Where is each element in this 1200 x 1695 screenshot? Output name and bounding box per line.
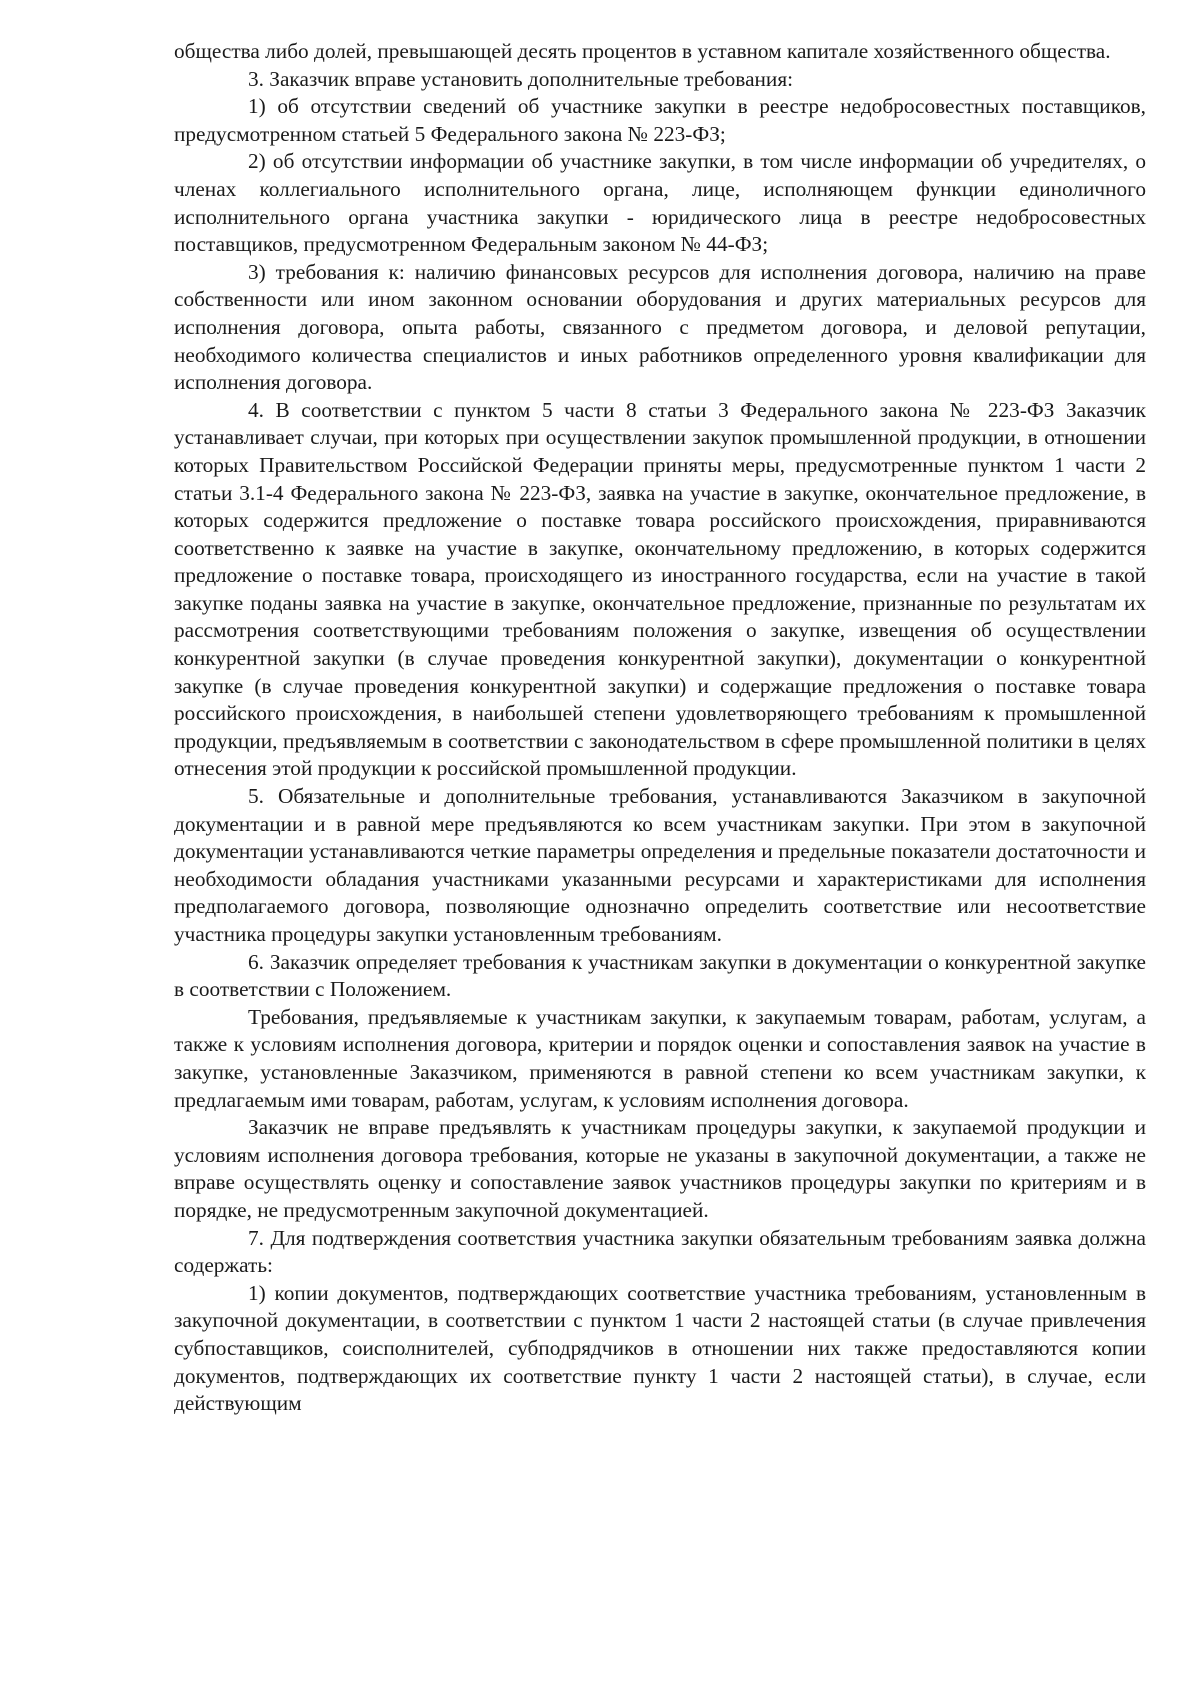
paragraph-item-3-2: 2) об отсутствии информации об участнике закупки, в том числе информации об учредителях, о членах коллегиального исполнительного органа, лице, исполняющем функции единоличного исполнительного органа участника закупки - юридического лица в реестре недобросовестных поставщиков, предусмотренном Федеральным законом № 44-ФЗ;	[174, 149, 1146, 257]
paragraph-item-7: 7. Для подтверждения соответствия участника закупки обязательным требованиям заявка должна содержать:	[174, 1225, 1146, 1278]
paragraph-item-3: 3. Заказчик вправе установить дополнительные требования:	[248, 66, 794, 91]
paragraph-item-6-restriction: Заказчик не вправе предъявлять к участникам процедуры закупки, к закупаемой продукции и условиям исполнения договора требования, которые не указаны в закупочной документации, а также не вправе осуществлять оценку и сопоставление заявок участников процедуры закупки по критериям и в порядке, не предусмотренным закупочной документацией.	[174, 1115, 1146, 1222]
paragraph-item-3-1: 1) об отсутствии сведений об участнике закупки в реестре недобросовестных поставщиков, предусмотренном статьей 5 Федерального закона № 223-ФЗ;	[174, 94, 1146, 146]
paragraph-item-6-requirements: Требования, предъявляемые к участникам закупки, к закупаемым товарам, работам, услугам, а также к условиям исполнения договора, критерии и порядок оценки и сопоставления заявок на участие в закупке, установленные Заказчиком, применяются в равной степени ко всем участникам закупки, к предлагаемым ими товарам, работам, услугам, к условиям исполнения договора.	[174, 1004, 1146, 1112]
paragraph-item-6: 6. Заказчик определяет требования к участникам закупки в документации о конкурентной закупке в соответствии с Положением.	[174, 949, 1146, 1002]
paragraph-item-3-3: 3) требования к: наличию финансовых ресурсов для исполнения договора, наличию на праве собственности или ином законном основании оборудования и других материальных ресурсов для исполнения договора, опыта работы, связанного с предметом договора, и деловой репутации, необходимого количества специалистов и иных работников определенного уровня квалификации для исполнения договора.	[174, 259, 1146, 395]
paragraph-item-7-1: 1) копии документов, подтверждающих соответствие участника требованиям, установленным в закупочной документации, в соответствии с пунктом 1 части 2 настоящей статьи (в случае привлечения субпоставщиков, соисполнителей, субподрядчиков в отношении них также предоставляются копии документов, подтверждающих их соответствие пункту 1 части 2 настоящей статьи), в случае, если действующим	[174, 1280, 1146, 1416]
document-page	[174, 38, 1146, 1678]
paragraph-item-5: 5. Обязательные и дополнительные требования, устанавливаются Заказчиком в закупочной документации и в равной мере предъявляются ко всем участникам закупки. При этом в закупочной документации устанавливаются четкие параметры определения и предельные показатели достаточности и необходимости обладания участниками указанными ресурсами и характеристиками для исполнения предполагаемого договора, позволяющие однозначно определить соответствие или несоответствие участника процедуры закупки установленным требованиям.	[174, 784, 1146, 946]
paragraph-continuation: общества либо долей, превышающей десять процентов в уставном капитале хозяйственного общества.	[174, 39, 1111, 63]
paragraph-item-4: 4. В соответствии с пунктом 5 части 8 статьи 3 Федерального закона № 223-ФЗ Заказчик устанавливает случаи, при которых при осуществлении закупок промышленной продукции, в отношении которых Правительством Российской Федерации приняты меры, предусмотренные пунктом 1 части 2 статьи 3.1-4 Федерального закона № 223-ФЗ, заявка на участие в закупке, окончательное предложение, в которых содержится предложение о поставке товара российского происхождения, приравниваются соответственно к заявке на участие в закупке, окончательному предложению, в которых содержится предложение о поставке товара, происходящего из иностранного государства, если на участие в такой закупке поданы заявка на участие в закупке, окончательное предложение, признанные по результатам их рассмотрения соответствующими требованиям положения о закупке, извещения об осуществлении конкурентной закупки (в случае проведения конкурентной закупки), документации о конкурентной закупке (в случае проведения конкурентной закупки) и содержащие предложения о поставке товара российского происхождения, в наибольшей степени удовлетворяющего требованиям к промышленной продукции, предъявляемым в соответствии с законодательством в сфере промышленной политики в целях отнесения этой продукции к российской промышленной продукции.	[174, 397, 1146, 781]
